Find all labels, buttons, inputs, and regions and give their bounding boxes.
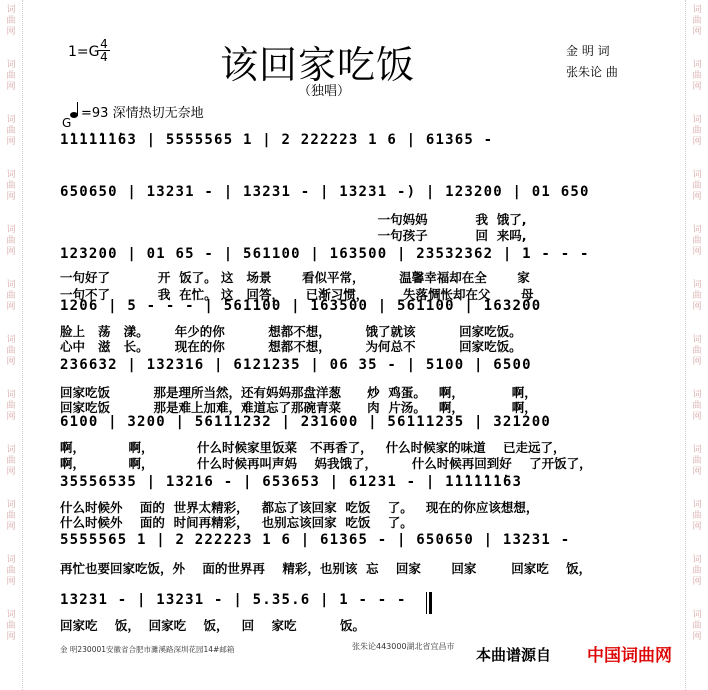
watermark-text: 词 曲 网 (692, 390, 702, 422)
tempo-marking (70, 102, 204, 121)
watermark-text: 词 曲 网 (692, 170, 702, 202)
song-title: 该回家吃饭 (220, 43, 416, 87)
lyric-line: 什么时候外 面的 时间再精彩， 也别忘该回家 吃饭 了。 (60, 515, 413, 530)
note-stem-icon (77, 102, 78, 116)
watermark-text: 词 曲 网 (6, 500, 16, 532)
watermark-text: 词 曲 网 (6, 60, 16, 92)
composer-credit: 张朱论 曲 (566, 65, 618, 79)
notation-line: 1206 | 5 - - - | 561100 | 163500 | 561100 | 163200 (60, 298, 542, 314)
time-signature-top: 4 (98, 38, 110, 51)
lyric-line: 啊， 啊， 什么时候再叫声妈 妈我饿了， 什么时候再回到好 了开饭了， (60, 456, 592, 471)
lyric-line: 一句不了 我 在忙。 这 回答， 已渐习惯， 失落惆怅却在父 母 (60, 287, 534, 302)
key-signature: 1=G (68, 44, 100, 60)
watermark-text: 词 曲 网 (692, 60, 702, 92)
chord-symbol: G (62, 116, 72, 130)
lyric-line: 再忙也要回家吃饭，外 面的世界再 精彩，也别该 忘 回家 回家 回家吃 饭， (60, 561, 592, 576)
lyric-line: 什么时候外 面的 世界太精彩， 都忘了该回家 吃饭 了。 现在的你应该想想， (60, 500, 539, 515)
watermark-text: 词 曲 网 (692, 280, 702, 312)
watermark-text: 词 曲 网 (6, 280, 16, 312)
notation-line: 13231 - | 13231 - | 5.35.6 | 1 - - - (60, 592, 407, 608)
watermark-text: 词 曲 网 (692, 225, 702, 257)
lyric-line: 啊， 啊， 什么时候家里饭菜 不再香了， 什么时候家的味道 已走远了， (60, 440, 566, 455)
watermark-text: 词 曲 网 (692, 445, 702, 477)
watermark-text: 词 曲 网 (6, 115, 16, 147)
notation-line: 6100 | 3200 | 56111232 | 231600 | 56111235 | 321200 (60, 414, 552, 430)
watermark-text: 词 曲 网 (692, 555, 702, 587)
lyricist-credit: 金 明 词 (566, 44, 610, 58)
song-subtitle: （独唱） (298, 84, 351, 99)
footer-address-middle: 张朱论443000湖北省宜昌市 (352, 642, 455, 651)
watermark-text: 词 曲 网 (6, 390, 16, 422)
watermark-text: 词 曲 网 (692, 5, 702, 37)
lyric-line: 脸上 荡 漾。 年少的你 想都不想， 饿了就该 回家吃饭。 (60, 324, 522, 339)
notation-line: 123200 | 01 65 - | 561100 | 163500 | 23532362 | 1 - - - (60, 246, 590, 262)
lyric-line: 回家吃饭 那是难上加难，难道忘了那碗青菜 肉 片汤。 啊， 啊， (60, 400, 537, 415)
watermark-text: 词 曲 网 (692, 610, 702, 642)
final-barline (426, 592, 432, 614)
watermark-text: 词 曲 网 (6, 5, 16, 37)
watermark-text: 词 曲 网 (6, 225, 16, 257)
notation-line: 650650 | 13231 - | 13231 - | 13231 -) | 123200 | 01 650 (60, 184, 590, 200)
footer-source-label: 本曲谱源自 (476, 646, 552, 664)
tempo-text: =93 深情热切无奈地 (81, 106, 204, 121)
time-signature-bottom: 4 (100, 50, 108, 64)
footer-site-name: 中国词曲网 (587, 646, 672, 666)
watermark-text: 词 曲 网 (6, 335, 16, 367)
lyric-line: 回家吃饭 那是理所当然，还有妈妈那盘洋葱 炒 鸡蛋。 啊， 啊， (60, 385, 537, 400)
left-watermark-strip (0, 0, 23, 690)
notation-line: 236632 | 132316 | 6121235 | 06 35 - | 5100 | 6500 (60, 357, 532, 373)
watermark-text: 词 曲 网 (6, 610, 16, 642)
notation-line: 35556535 | 13216 - | 653653 | 61231 - | 1̇1̇1̇1̇1̇1̇63 (60, 474, 523, 490)
watermark-text: 词 曲 网 (692, 335, 702, 367)
watermark-text: 词 曲 网 (6, 445, 16, 477)
watermark-text: 词 曲 网 (6, 555, 16, 587)
watermark-text: 词 曲 网 (6, 170, 16, 202)
lyric-line: 一句好了 开 饭了。 这 场景 看似平常， 温馨幸福却在全 家 (60, 270, 530, 285)
right-watermark-strip (685, 0, 708, 690)
lyric-line: 心中 滋 长。 现在的你 想都不想， 为何总不 回家吃饭。 (60, 339, 522, 354)
footer-address-left: 金 明230001安徽省合肥市濉溪路深圳花园14#邮箱 (60, 645, 235, 654)
watermark-text: 词 曲 网 (692, 115, 702, 147)
notation-line: 5555565 1 | 2 222223 1 6 | 61365 - | 650650 | 13231 - (60, 532, 571, 548)
watermark-text: 词 曲 网 (692, 500, 702, 532)
lyric-line: 回家吃 饭， 回家吃 饭， 回 家吃 饭。 (60, 618, 365, 633)
lyric-line: 一句妈妈 我 饿了, (60, 212, 527, 227)
time-signature (98, 38, 110, 63)
lyric-line: 一句孩子 回 来吗, (60, 228, 527, 243)
notation-line: 1̇1̇1̇1̇1̇1̇63 | 5555565 1 | 2 222223 1 6 | 61365 - (60, 132, 494, 148)
